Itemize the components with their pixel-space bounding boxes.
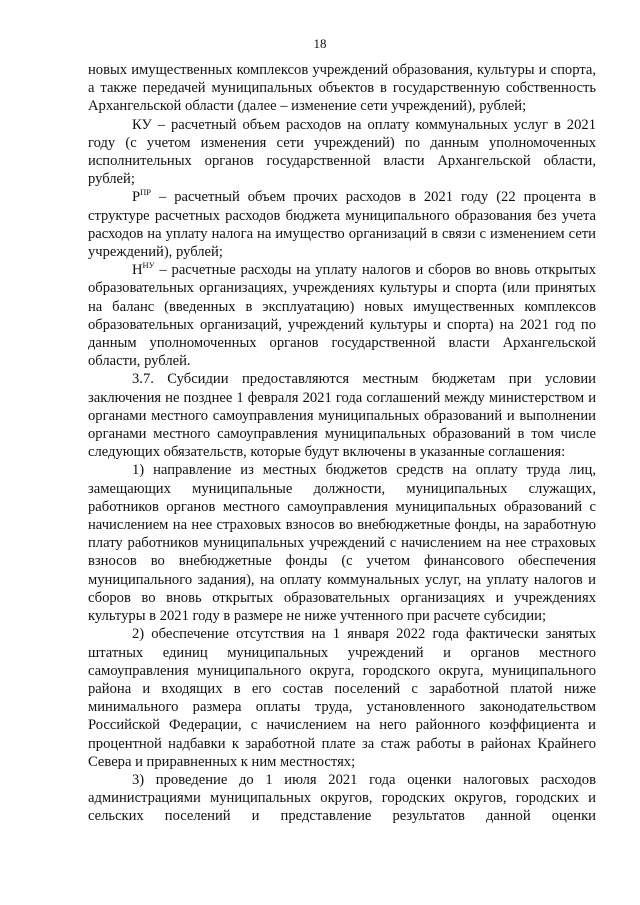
symbol-r-superscript: ПР xyxy=(140,187,151,198)
list-item-obligation-2: 2) обеспечение отсутствия на 1 января 2022 года фактически занятых штатных единиц муниципальных учреждений и органов местного самоуправления муниципального округа, городского округа, муниципального района и входящих в его состав поселений с заработной платой ниже минимального размера оплаты труда, установленного законодательством Российской Федерации, с начислением на него районного коэффициента и процентной надбавки к заработной плате за стаж работы в районах Крайнего Севера и приравненных к ним местностях; xyxy=(88,626,596,770)
paragraph-network-change: новых имущественных комплексов учреждений образования, культуры и спорта, а также передачей муниципальных объектов в государственную собственность Архангельской области (далее – изменение сети учреждений), рублей; xyxy=(88,62,596,115)
paragraph-other-expenses xyxy=(88,188,596,261)
paragraph-taxes-text: – расчетные расходы на уплату налогов и сборов во вновь открытых образовательных организациях, учреждениях культуры и спорта (или принятых на баланс (введенных в эксплуатацию) новых имущественных комплексов образовательных организаций, учреждений культуры и спорта) на 2021 год по данным уполномоченных органов государственной власти Архангельской области, рублей. xyxy=(88,262,596,370)
symbol-n-base: Н xyxy=(132,262,143,279)
document-body xyxy=(88,61,596,826)
paragraph-other-expenses-text: – расчетный объем прочих расходов в 2021 году (22 процента в структуре расчетных расходов бюджета муниципального образования без учета расходов на уплату налога на имущество организаций в связи с изменением сети учреждений), рублей; xyxy=(88,189,596,261)
list-item-obligation-1: 1) направление из местных бюджетов средств на оплату труда лиц, замещающих муниципальные должности, муниципальных служащих, работников органов местного самоуправления муниципальных образований с начислением на нее страховых взносов во внебюджетные фонды, на заработную плату работников муниципальных учреждений с начислением на нее страховых взносов во внебюджетные фонды (с учетом финансового обеспечения муниципального задания), на оплату коммунальных услуг, на уплату налогов и сборов во вновь открытых образовательных организациях и учреждениях культуры в 2021 году в размере не ниже учтенного при расчете субсидии; xyxy=(88,462,596,625)
symbol-n-superscript: НУ xyxy=(142,260,155,271)
symbol-r-base: Р xyxy=(132,189,141,206)
paragraph-utilities-ku: КУ – расчетный объем расходов на оплату коммунальных услуг в 2021 году (с учетом изменения сети учреждений) по данным уполномоченных исполнительных органов государственной власти Архангельской области, рублей; xyxy=(88,116,596,188)
paragraph-section-3-7: 3.7. Субсидии предоставляются местным бюджетам при условии заключения не позднее 1 февраля 2021 года соглашений между министерством и органами местного самоуправления муниципальных образований и выполнении органами местного самоуправления муниципальных образований в том числе следующих обязательств, которые будут включены в указанные соглашения: xyxy=(88,371,596,461)
list-item-obligation-3: 3) проведение до 1 июля 2021 года оценки налоговых расходов администрациями муниципальных округов, городских округов, городских и сельских поселений и представление результатов данной оценки xyxy=(88,771,596,825)
page-number: 18 xyxy=(313,36,327,51)
paragraph-taxes xyxy=(88,261,596,370)
